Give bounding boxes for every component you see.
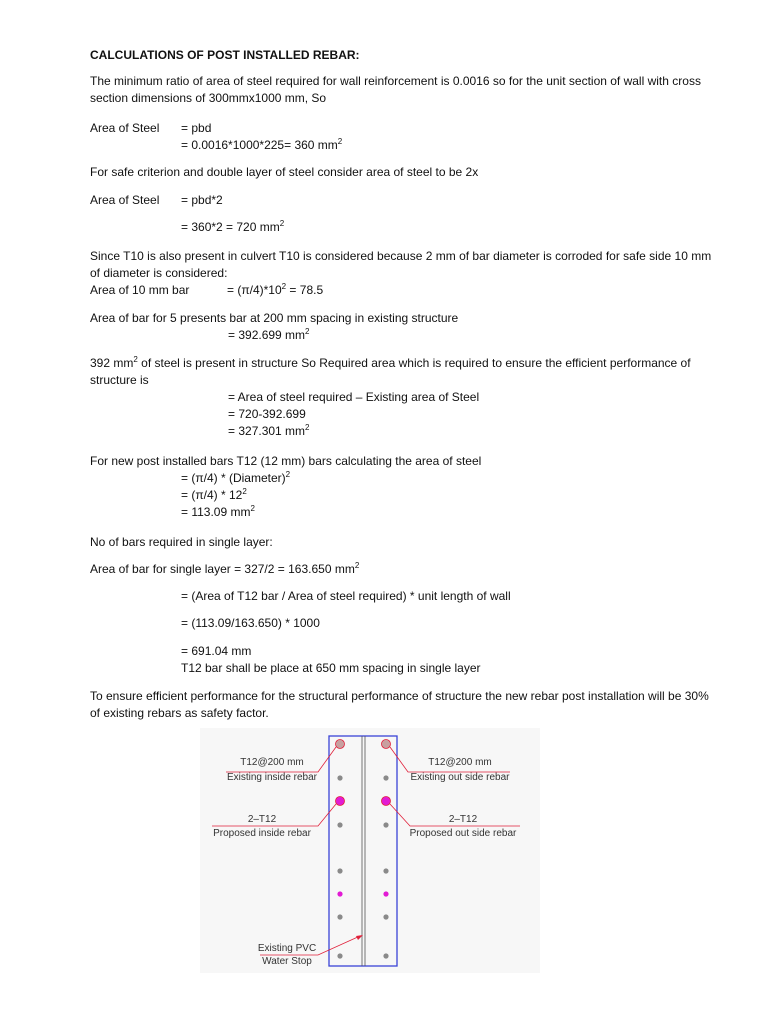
t12-eq-1: [181, 470, 290, 487]
existing-bar: [337, 775, 342, 780]
formula-line-1: = (Area of T12 bar / Area of steel required) * unit length of wall: [181, 589, 511, 603]
label-proposed-inside-1: 2–T12: [247, 814, 277, 825]
formula-line-4: T12 bar shall be place at 650 mm spacing in single layer: [181, 661, 481, 675]
label-existing-inside-2: Existing inside rebar: [226, 772, 318, 783]
existing-outside-rebar-highlight: [382, 740, 391, 749]
area-10mm-label: Area of 10 mm bar: [90, 283, 190, 297]
sup: 2: [250, 504, 255, 513]
sup: 2: [337, 137, 343, 146]
bar5-eq: [228, 327, 310, 344]
area-steel-eq1: [90, 120, 211, 137]
sup: 2: [354, 561, 360, 570]
area-steel-eq2b: [181, 219, 284, 236]
label-existing-inside-1: T12@200 mm: [240, 757, 304, 768]
t12-eq-1-value: = (π/4) * (Diameter): [181, 471, 286, 485]
proposed-outside-rebar-highlight: [382, 797, 391, 806]
existing-inside-rebar-highlight: [336, 740, 345, 749]
existing-bar: [337, 914, 342, 919]
t12-text: For new post installed bars T12 (12 mm) bars calculating the area of steel: [90, 454, 482, 468]
label-proposed-inside-2: Proposed inside rebar: [213, 828, 311, 839]
req3-value: = 327.301 mm: [228, 424, 306, 438]
label-existing-outside-1: T12@200 mm: [428, 757, 492, 768]
present-paragraph: [90, 355, 715, 389]
t10-paragraph: Since T10 is also present in culvert T10 is considered because 2 mm of bar diameter is corroded for safe side 10 mm of diameter is considered:: [90, 249, 712, 280]
t12-eq-3-value: = 113.09 mm: [181, 505, 251, 519]
area-steel-label-2: Area of Steel: [90, 193, 160, 207]
eq2b: = 360*2 = 720 mm: [181, 220, 280, 234]
existing-bar: [337, 822, 342, 827]
area10-eq-b: = 78.5: [286, 283, 324, 297]
sup: 2: [281, 282, 287, 291]
rebar-section-diagram: [200, 728, 540, 973]
area-steel-eq2: [90, 192, 223, 209]
area-steel-label: Area of Steel: [90, 121, 160, 135]
intro-paragraph: The minimum ratio of area of steel required for wall reinforcement is 0.0016 so for the unit section of wall with cross section dimensions of 300mmx1000 mm, So: [90, 74, 701, 105]
proposed-bar: [337, 891, 342, 896]
single-layer-text: [90, 561, 359, 578]
t12-eq-2: [181, 487, 247, 504]
eq1b: = 0.0016*1000*225= 360 mm: [181, 138, 338, 152]
doc-title: CALCULATIONS OF POST INSTALLED REBAR:: [90, 48, 360, 62]
present-a: 392 mm: [90, 356, 134, 370]
req-line-1: = Area of steel required – Existing area of Steel: [228, 390, 480, 404]
sup: 2: [279, 219, 285, 228]
existing-bar: [337, 868, 342, 873]
present-b: of steel is present in structure So Required area which is required to ensure the efficient performance of structure is: [90, 356, 691, 387]
label-water-stop-2: Water Stop: [262, 956, 312, 967]
eq1a: = pbd: [181, 121, 212, 135]
sup: 2: [133, 355, 138, 364]
req-line-2: = 720-392.699: [228, 407, 306, 421]
existing-bar: [337, 953, 342, 958]
sup: 2: [285, 470, 291, 479]
label-proposed-outside-1: 2–T12: [448, 814, 478, 825]
sup: 2: [305, 327, 310, 336]
label-water-stop-1: Existing PVC: [257, 943, 317, 954]
existing-bar: [383, 868, 388, 873]
sup: 2: [305, 423, 310, 432]
proposed-bar: [383, 891, 388, 896]
single-layer-value: Area of bar for single layer = 327/2 = 163.650 mm: [90, 562, 355, 576]
existing-bar: [383, 822, 388, 827]
nobars-text: No of bars required in single layer:: [90, 535, 273, 549]
safe-criterion-text: For safe criterion and double layer of steel consider area of steel to be 2x: [90, 165, 479, 179]
bar5-eq-value: = 392.699 mm: [228, 328, 306, 342]
existing-bar: [383, 953, 388, 958]
label-existing-outside-2: Existing out side rebar: [410, 772, 510, 783]
final-paragraph: To ensure efficient performance for the structural performance of structure the new rebar post installation will be 30% of existing rebars as safety factor.: [90, 689, 709, 720]
label-proposed-outside-2: Proposed out side rebar: [409, 828, 517, 839]
area10-eq-a: = (π/4)*10: [227, 283, 282, 297]
proposed-inside-rebar-highlight: [336, 797, 345, 806]
existing-bar: [383, 914, 388, 919]
sup: 2: [242, 487, 247, 496]
area-10mm-eq: [90, 282, 323, 299]
existing-bar: [383, 775, 388, 780]
bar5-text: Area of bar for 5 presents bar at 200 mm spacing in existing structure: [90, 311, 459, 325]
t12-eq-3: [181, 504, 255, 521]
req-line-3: [228, 423, 310, 440]
area-steel-eq1b: [181, 137, 342, 154]
eq2a: = pbd*2: [181, 193, 223, 207]
formula-line-3: = 691.04 mm: [181, 644, 252, 658]
formula-line-2: = (113.09/163.650) * 1000: [181, 616, 320, 630]
t12-eq-2-value: = (π/4) * 12: [181, 488, 243, 502]
